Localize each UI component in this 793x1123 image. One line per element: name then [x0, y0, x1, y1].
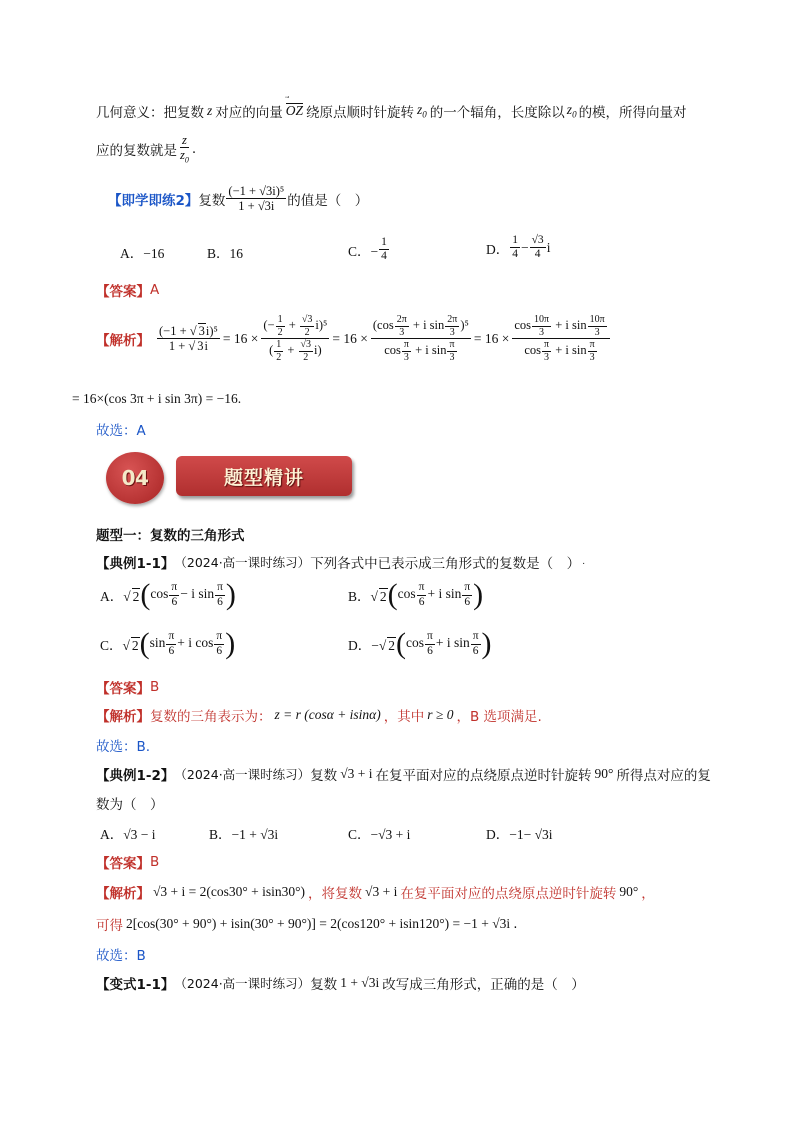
section-number-badge: 04 — [106, 452, 164, 504]
practice2-option-a: A．−16 — [120, 246, 165, 261]
practice2-answer — [96, 280, 159, 300]
ex1-1-analysis: 【解析】 复数的三角表示为： z = r (cosα + isinα) ，其中 r ≥ 0 ，B 选项满足. — [96, 707, 542, 725]
geometric-meaning-line2 — [96, 133, 196, 165]
question-text: 下列各式中已表示成三角形式的复数是（ ） — [310, 556, 581, 572]
ex1-2-conclusion: 故选：B — [96, 948, 146, 964]
text: 的模，所得向量对 — [578, 105, 687, 121]
ex1-2-question-line1: 【典例1-2】 （2024·高一课时练习） 复数 √3 + i 在复平面对应的点绕原点逆时针旋转 90° 所得点对应的复 — [96, 766, 711, 784]
ex1-2-analysis-line1: 【解析】 √3 + i = 2(cos30° + isin30°) ，将复数 √3 + i 在复平面对应的点绕原点逆时针旋转 90° ， — [96, 884, 655, 902]
eq-frac-2: (− $\frac{1}{2}$ + $\frac{√3}{2}$ i)⁵ ( $\frac{1}{2}$ + $\frac{√3}{2}$ i) — [263, 314, 328, 363]
ex1-2-question-line2: 数为（ ） — [96, 797, 164, 813]
answer-value: B — [150, 679, 160, 695]
period: . — [191, 141, 197, 158]
practice2-analysis-line2: = 16×(cos 3π + i sin 3π) = −16 . — [72, 391, 242, 406]
text: 绕原点顺时针旋转 — [306, 105, 415, 121]
ex1-2-analysis-line2: 可得 2[cos(30° + 90°) + isin(30° + 90°)] = 2(cos120° + isin120°) = −1 + √3i . — [96, 916, 518, 934]
ex1-1-option-b: B．√ 2 ( cos $\frac{\pi}{6}$ + i sin $\frac{\pi}{6}$ ) — [348, 578, 484, 611]
ex1-1-option-a: A．√ 2 ( cos $\frac{\pi}{6}$ − i sin $\frac{\pi}{6}$ ) — [100, 578, 236, 611]
var-z: z — [207, 103, 213, 118]
practice2-analysis-line1: 【解析】 $\frac{\text{(−1 + √ 3i)⁵}}{1 + √ 3i}$ = 16 × (− $\frac{1}{2}$ + $\frac{√3}{2}$ i)⁵ ( $\frac{1}{2}$ + $\frac{√3}{2}$ i) = 16 × (cos $\frac{2\pi}{3}$ + i sin $\frac{2\pi}{3}$ )⁵ cos $\frac{\pi}{3}$ + i sin $\frac{\pi}{3}$ = 16 × cos $\frac{10\pi}{3}$ + i sin $\frac{10\pi}{3}$ cos $\frac{\pi}{3}$ + i sin $\frac{\pi}{3}$ — [96, 314, 611, 363]
practice2-question — [108, 184, 368, 214]
analysis-tag: 【解析】 — [96, 332, 150, 349]
text: 复数 — [198, 192, 226, 209]
ex1-1-option-c: C．√ 2 ( sin $\frac{\pi}{6}$ + i cos $\frac{\pi}{6}$ ) — [100, 627, 236, 660]
practice2-option-c: C．− $\frac{1}{4}$ — [348, 236, 387, 263]
practice2-conclusion: 故选：A — [96, 423, 146, 439]
answer-value: B — [150, 854, 160, 870]
ex1-2-option-c: C．−√3 + i — [348, 827, 411, 842]
type1-title: 题型一：复数的三角形式 — [96, 528, 245, 544]
text: 应的复数就是 — [96, 143, 177, 160]
source: （2024·高一课时练习） — [174, 555, 311, 570]
practice-tag: 【即学即练2】 — [108, 192, 199, 209]
text: 几何意义：把复数 — [96, 105, 204, 121]
ex1-1-conclusion: 故选：B. — [96, 739, 151, 755]
text: 的一个辐角，长度除以 — [429, 105, 565, 121]
source: （2024·高一课时练习） — [174, 976, 311, 991]
ex1-2-option-d: D．−1− √3i — [486, 827, 553, 842]
section-title-bar: 题型精讲 — [176, 456, 352, 496]
geometric-meaning-line1 — [96, 101, 687, 121]
answer-tag: 【答案】 — [96, 681, 150, 697]
analysis-tag: 【解析】 — [96, 709, 150, 725]
vector-oz: OZ — [285, 103, 304, 118]
variant-tag: 【变式1-1】 — [96, 977, 175, 993]
practice2-option-b: B．16 — [207, 246, 244, 261]
ex1-1-question: 【典例1-1】 （2024·高一课时练习） 下列各式中已表示成三角形式的复数是（ ） . — [96, 552, 585, 572]
eq-frac-4: cos $\frac{10\pi}{3}$ + i sin $\frac{10\pi}{3}$ cos $\frac{\pi}{3}$ + i sin $\frac{\pi}{3}$ — [512, 314, 609, 363]
practice2-fraction: $\frac{\text{(−1 + √3i)⁵}}{1 + √3i}$ — [228, 184, 285, 214]
ex1-1-answer — [96, 677, 159, 697]
fraction-z-over-z0: $\frac{z}{z_0}$ — [180, 133, 189, 165]
var-z0: $z_0$ — [417, 102, 427, 120]
ex1-2-answer — [96, 852, 159, 872]
eq-frac-1: $\frac{\text{(−1 + √ 3i)⁵}}{1 + √ 3i}$ — [159, 323, 218, 353]
ex1-2-option-a: A．√3 − i — [100, 827, 156, 842]
source: （2024·高一课时练习） — [174, 767, 311, 782]
text: 的值是（ ） — [287, 192, 369, 209]
answer-value: A — [150, 282, 160, 298]
example-tag: 【典例1-1】 — [96, 556, 175, 572]
ex1-1-option-d: D．−√ 2 ( cos $\frac{\pi}{6}$ + i sin $\frac{\pi}{6}$ ) — [348, 627, 492, 660]
section-banner — [106, 452, 356, 504]
practice2-option-d: D． $\frac{1}{4}$ − $\frac{√3}{4}$ i — [486, 234, 551, 261]
text: 对应的向量 — [215, 105, 283, 121]
answer-tag: 【答案】 — [96, 284, 150, 300]
var-z0: $z_0$ — [566, 102, 577, 120]
answer-tag: 【答案】 — [96, 856, 150, 872]
ex1-2-option-b: B．−1 + √3i — [209, 827, 279, 842]
example-tag: 【典例1-2】 — [96, 768, 175, 784]
analysis-tag: 【解析】 — [96, 886, 150, 902]
eq-frac-3: (cos $\frac{2\pi}{3}$ + i sin $\frac{2\pi}{3}$ )⁵ cos $\frac{\pi}{3}$ + i sin $\frac{\pi}{3}$ — [372, 314, 469, 363]
var1-1-question: 【变式1-1】 （2024·高一课时练习） 复数 1 + √3i 改写成三角形式，正确的是（ ） — [96, 975, 585, 993]
